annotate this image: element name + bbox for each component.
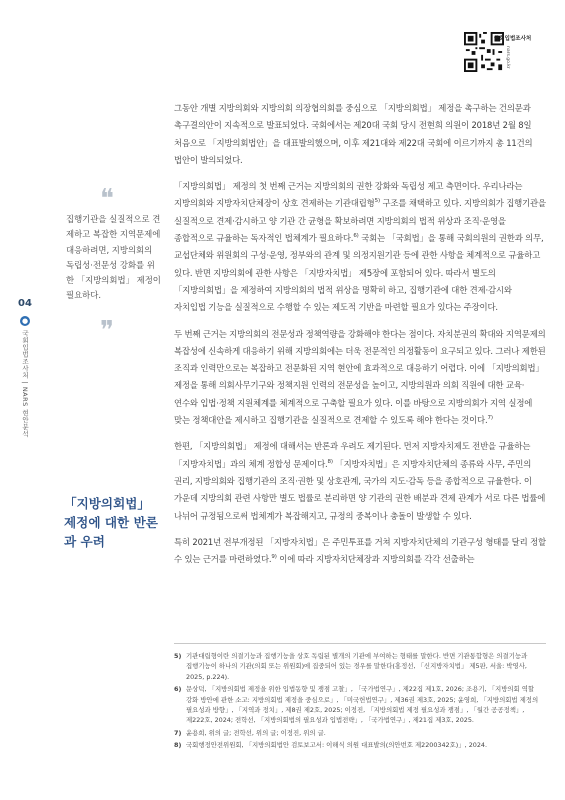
footnote-item: 8) 국회행정안전위원회, 「지방의회법안 검토보고서: 이해식 의원 대표발의(의안번호 제2200342호)」, 2024. bbox=[174, 741, 488, 750]
footnote-ref[interactable]: 7) bbox=[487, 415, 493, 422]
header-badge: 국회입법조사처 bbox=[494, 36, 532, 42]
footnotes bbox=[174, 651, 546, 753]
footnote-ref[interactable]: 5) bbox=[374, 198, 380, 205]
paragraph: 두 번째 근거는 지방의회의 전문성과 정책역량을 강화해야 한다는 점이다. 자치분권의 확대와 지역문제의 복잡성에 신속하게 대응하기 위해 지방의회에는 더욱 전문적인 의정활동이 요구되고 있다. 그러나 제한된 조직과 인력만으로는 복잡하고 전문화된 지역 현안에 효과적으로 대응하기 어렵다. 이에 「지방의회법」 제정을 통해 의회사무기구와 정책지원 인력의 전문성을 높이고, 지방의원과 의회 직원에 대한 교육·연수와 입법·정책 지원체계를 체계적으로 구축할 필요가 있다. 이를 바탕으로 지방의회가 지역 실정에 맞는 정책대안을 제시하고 집행기관을 실질적으로 견제할 수 있도록 해야 한다는 것이다.$^{7)}$ bbox=[174, 328, 546, 426]
footnote-item: 6) 문상덕, 「지방의회법 제정을 위한 입법동향 및 쟁점 고찰」, 「국가법연구」, 제22집 제1호, 2026; 조용기, 「지방의회 역할 강화 방안에 관한 소고: 지방의회법 제정을 중심으로」, 「미국헌법연구」, 제36권 제3호, 2025; 윤영희, 「지방의회법 제정의 필요성과 방향」, 「지역과 정치」, 제8권 제2호, 2025; 이정진, 「지방의회법 제정 필요성과 쟁점」, 「월간 공공정책」, 제222호, 2024; 전학선, 「지방의회법의 필요성과 입법전략」, 「국가법연구」, 제21집 제3호, 2025. bbox=[174, 685, 539, 725]
quote-close-icon: ❞ bbox=[100, 316, 114, 346]
series-label: 국회입법조사처 | NARS 현안분석 bbox=[21, 330, 29, 438]
nars-logo-icon bbox=[494, 34, 542, 44]
footnote-divider bbox=[174, 643, 546, 644]
paragraph: 특히 2021년 전부개정된 「지방자치법」은 주민투표를 거쳐 지방자치단체의 기관구성 형태를 달리 정할 수 있는 근거를 마련하였다.$^{9)}$ 이에 따라 지방자치단체장과 지방의회를 각각 선출하는 bbox=[174, 536, 546, 565]
paragraph: 한편, 「지방의회법」 제정에 대해서는 반론과 우려도 제기된다. 먼저 지방자치제도 전반을 규율하는 「지방자치법」과의 체계 정합성 문제이다.$^{8)}$ 「지방자치법」은 지방자치단체의 종류와 사무, 주민의 권리, 지방의회와 집행기관의 조직·권한 및 상호관계, 국가의 지도·감독 등을 종합적으로 규율한다. 이 가운데 지방의회 관련 사항만 별도 법률로 분리하면 양 기관의 권한 배분과 견제 관계가 서로 다른 법률에 나뉘어 규정됨으로써 법체계가 복잡해지고, 규정의 중복이나 충돌이 발생할 수 있다. bbox=[174, 441, 546, 521]
page-number: 04 bbox=[18, 298, 32, 309]
footnote-ref[interactable]: 6) bbox=[353, 233, 359, 240]
qr-block bbox=[464, 32, 538, 106]
footnote-item: 7) 윤용희, 위의 글; 전학선, 위의 글; 이정진, 위의 글. bbox=[174, 728, 326, 737]
pull-quote: 집행기관을 실질적으로 견제하고 복잡한 지역문제에 대응하려면, 지방의회의 독립성·전문성 강화를 위한 「지방의회법」 제정이 필요하다. bbox=[66, 214, 161, 301]
footnote-item: 5) 기관대립형이란 의결기능과 집행기능을 상호 독립된 별개의 기관에 부여하는 형태를 말한다. 반면 기관통합형은 의결기능과 집행기능이 하나의 기관(의회 또는 위원회)에 집중되어 있는 경우를 말한다(홍정선, 「신지방자치법」 제5판, 서울: 박영사, 2025, p.224). bbox=[174, 652, 528, 681]
side-url: nars.go.kr bbox=[505, 46, 510, 69]
body-text bbox=[174, 100, 546, 577]
section-title: 「지방의회법」 제정에 대한 반론과 우려 bbox=[64, 496, 158, 549]
footnote-ref[interactable]: 8) bbox=[327, 458, 333, 465]
quote-open-icon: ❝ bbox=[100, 184, 114, 214]
paragraph: 그동안 개별 지방의회와 지방의회 의장협의회를 중심으로 「지방의회법」 제정을 촉구하는 건의문과 촉구결의안이 지속적으로 발표되었다. 국회에서는 제20대 국회 당시 전현희 의원이 2018년 2월 8일 처음으로 「지방의회법안」을 대표발의했으며, 이후 제21대와 제22대 국회에 이르기까지 총 11건의 법안이 발의되었다. bbox=[174, 103, 533, 165]
paragraph: 「지방의회법」 제정의 첫 번째 근거는 지방의회의 권한 강화와 독립성 제고 측면이다. 우리나라는 지방의회와 지방자치단체장이 상호 견제하는 기관대립형$^{5)}$ 구조를 채택하고 있다. 지방의회가 집행기관을 실질적으로 견제·감시하고 양 기관 간 균형을 확보하려면 지방의회의 법적 위상과 조직·운영을 종합적으로 규율하는 독자적인 법체계가 필요하다.$^{6)}$ 국회는 「국회법」을 통해 국회의원의 권한과 의무, 교섭단체와 위원회의 구성·운영, 정부와의 관계 및 의정지원기관 등에 관한 사항을 체계적으로 규율하고 있다. 반면 지방의회에 관한 사항은 「지방자치법」 제5장에 포함되어 있다. 따라서 별도의 「지방의회법」을 제정하여 지방의회의 법적 위상을 명확히 하고, 집행기관에 대한 견제·감시와 자치입법 기능을 실질적으로 수행할 수 있는 제도적 기반을 마련할 필요가 있다는 주장이다. bbox=[174, 181, 546, 313]
series-dot-icon: ● bbox=[21, 317, 29, 325]
footnote-ref[interactable]: 9) bbox=[271, 554, 277, 561]
